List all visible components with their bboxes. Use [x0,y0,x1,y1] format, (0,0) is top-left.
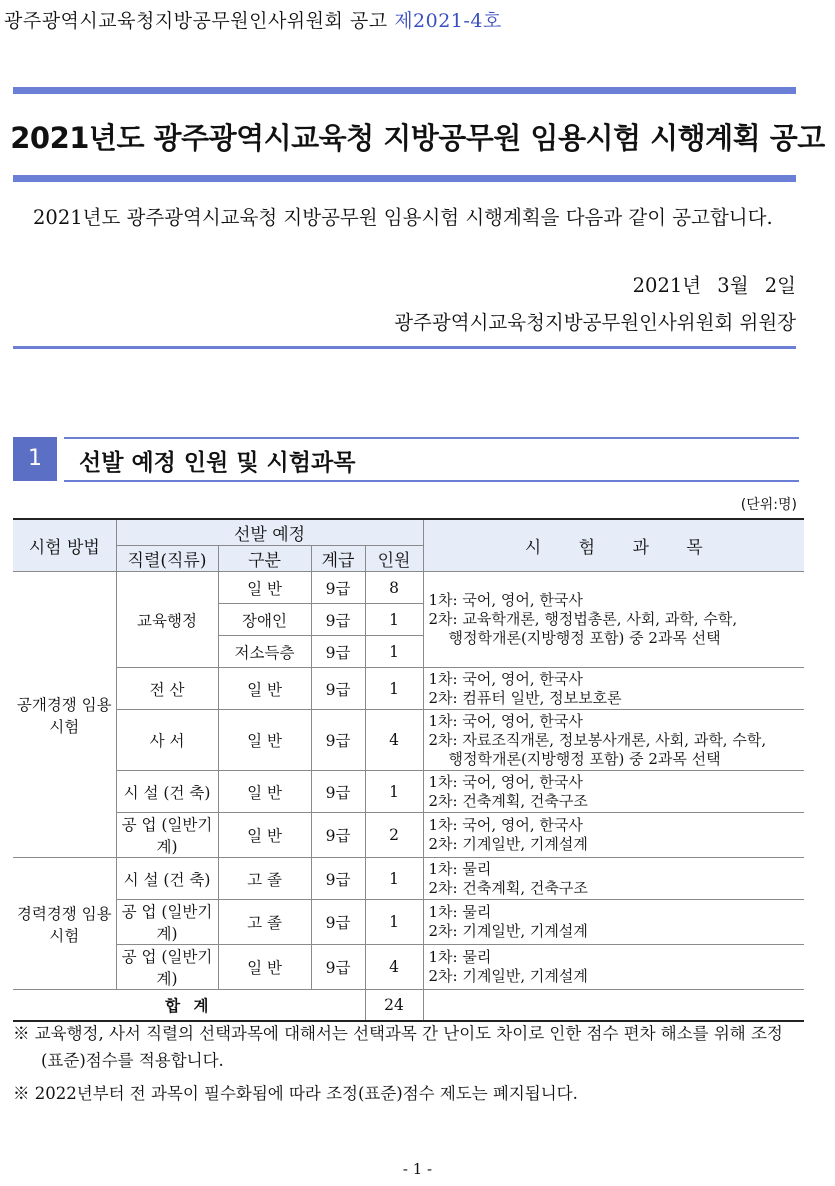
header-count: 인원 [365,546,423,572]
subject-line: 2차: 건축계획, 건축구조 [428,878,588,897]
header-series: 직렬(직류) [116,546,218,572]
category-cell: 고 졸 [218,900,311,945]
table-row [13,858,804,900]
series-cell: 공 업 (일반기계) [116,813,218,858]
recruitment-table [13,518,804,1022]
announcement-date: 2021년 3월 2일 [632,274,796,297]
intro-paragraph [13,200,796,235]
subject-line: 2차: 기계일반, 기계설계 [428,967,588,985]
notice-header [4,6,502,33]
category-cell: 일 반 [218,945,311,990]
count-cell: 2 [365,813,423,858]
group-career: 경력경쟁 임용시험 [13,858,116,990]
note-item: ※ 2022년부터 전 과목이 필수화됨에 따라 조정(표준)점수 제도는 폐지됩니다. [13,1084,578,1103]
subjects-cell [423,813,804,858]
subject-line: 2차: 건축계획, 건축구조 [428,791,588,810]
category-cell: 일 반 [218,572,311,604]
title-top-rule [13,87,796,94]
section-title: 선발 예정 인원 및 시험과목 [79,450,356,476]
count-cell: 1 [365,771,423,813]
unit-label: (단위:명) [740,497,797,513]
grade-cell: 9급 [311,668,365,710]
category-cell: 일 반 [218,771,311,813]
series-cell: 사 서 [116,710,218,771]
count-cell: 4 [365,710,423,771]
subjects-cell [423,668,804,710]
notes [13,1020,803,1113]
category-cell: 일 반 [218,813,311,858]
subject-line: 1차: 국어, 영어, 한국사 [428,772,583,791]
count-cell: 4 [365,945,423,990]
table-row [13,668,804,710]
count-cell: 1 [365,668,423,710]
subjects-cell [423,900,804,945]
subjects-cell [423,710,804,771]
subjects-cell [423,572,804,668]
grade-cell: 9급 [311,636,365,668]
series-cell: 시 설 (건 축) [116,771,218,813]
count-cell: 1 [365,604,423,636]
subject-line: 2차: 기계일반, 기계설계 [428,835,588,853]
header-subjects [423,519,804,572]
subject-line: 행정학개론(지방행정 포함) 중 2과목 선택 [448,749,721,768]
subject-line: 1차: 물리 [428,903,492,921]
category-cell: 장애인 [218,604,311,636]
grade-cell: 9급 [311,945,365,990]
table-row [13,572,804,604]
header-method: 시험 방법 [13,519,116,572]
count-cell: 1 [365,636,423,668]
series-cell: 공 업 (일반기계) [116,945,218,990]
subject-line: 1차: 물리 [428,859,492,878]
total-value: 24 [365,990,423,1022]
grade-cell: 9급 [311,858,365,900]
grade-cell: 9급 [311,813,365,858]
grade-cell: 9급 [311,604,365,636]
subjects-cell [423,945,804,990]
subject-line: 행정학개론(지방행정 포함) 중 2과목 선택 [448,629,721,647]
subject-line: 1차: 국어, 영어, 한국사 [428,669,583,688]
category-cell: 고 졸 [218,858,311,900]
subject-line: 2차: 컴퓨터 일반, 정보보호론 [428,688,622,707]
section-bottom-rule [64,480,799,482]
total-label: 합 계 [13,990,365,1022]
header-planned: 선발 예정 [116,519,423,546]
table-row [13,900,804,945]
grade-cell: 9급 [311,572,365,604]
table-row [13,945,804,990]
subject-line: 1차: 국어, 영어, 한국사 [428,816,583,834]
page-title: 2021년도 광주광역시교육청 지방공무원 임용시험 시행계획 공고 [10,121,825,155]
series-cell: 전 산 [116,668,218,710]
count-cell: 8 [365,572,423,604]
note-item: ※ 교육행정, 사서 직렬의 선택과목에 대해서는 선택과목 간 난이도 차이로 인한 점수 편차 해소를 위해 조정(표준)점수를 적용합니다. [13,1024,783,1070]
section-number: 1 [13,437,57,481]
subjects-cell [423,771,804,813]
subject-line: 2차: 교육학개론, 행정법총론, 사회, 과학, 수학, [428,610,738,628]
grade-cell: 9급 [311,710,365,771]
subject-line: 2차: 기계일반, 기계설계 [428,922,588,940]
total-row [13,990,804,1022]
header-category: 구분 [218,546,311,572]
series-cell: 공 업 (일반기계) [116,900,218,945]
category-cell: 일 반 [218,668,311,710]
subject-line: 1차: 국어, 영어, 한국사 [428,591,583,609]
header-grade: 계급 [311,546,365,572]
issuing-org: 광주광역시교육청지방공무원인사위원회 [4,10,344,32]
intro-rule [13,346,796,349]
category-cell: 일 반 [218,710,311,771]
count-cell: 1 [365,900,423,945]
grade-cell: 9급 [311,771,365,813]
table-row [13,771,804,813]
grade-cell: 9급 [311,900,365,945]
title-bottom-rule [13,175,796,182]
notice-word: 공고 [349,10,388,32]
subjects-cell [423,858,804,900]
intro-text: 2021년도 광주광역시교육청 지방공무원 임용시험 시행계획을 다음과 같이 공고합니다. [33,206,773,229]
section-top-rule [64,437,799,439]
series-cell: 시 설 (건 축) [116,858,218,900]
subject-line: 1차: 물리 [428,948,492,966]
table-row [13,813,804,858]
subject-line: 2차: 자료조직개론, 정보봉사개론, 사회, 과학, 수학, [428,730,767,749]
category-cell: 저소득층 [218,636,311,668]
notice-number: 제2021-4호 [394,10,502,32]
count-cell: 1 [365,858,423,900]
total-empty [423,990,804,1022]
header-subjects-text: 시 험 과 목 [524,538,719,558]
subject-line: 1차: 국어, 영어, 한국사 [428,711,583,730]
signer: 광주광역시교육청지방공무원인사위원회 위원장 [394,311,796,334]
table-row [13,710,804,771]
page-number: - 1 - [402,1160,433,1178]
series-cell: 교육행정 [116,572,218,668]
group-open: 공개경쟁 임용시험 [13,572,116,858]
